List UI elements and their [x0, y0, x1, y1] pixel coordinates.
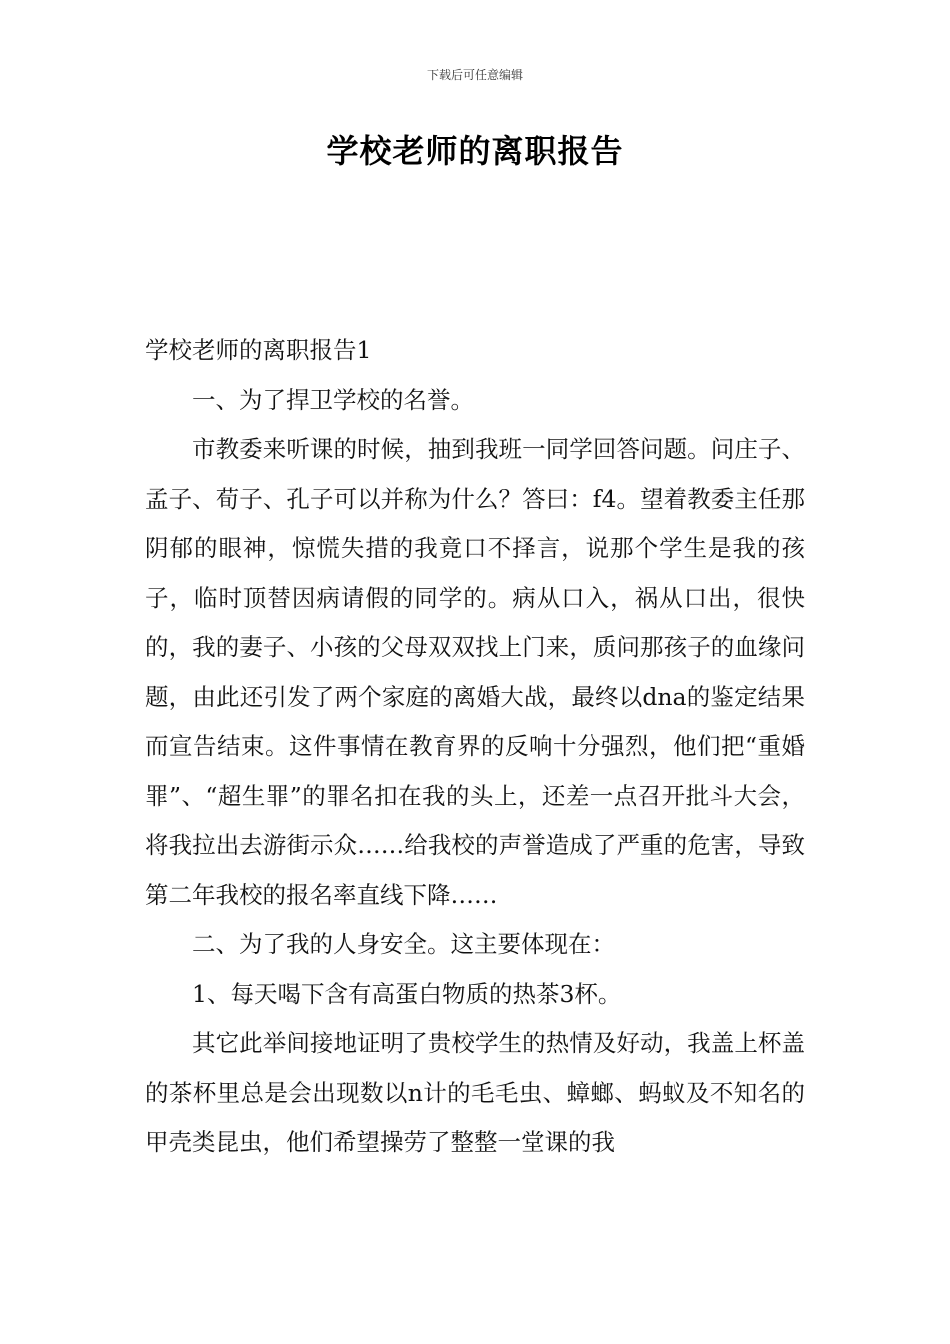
document-title: 学校老师的离职报告 [326, 132, 624, 170]
document-body [145, 326, 805, 1168]
header-note: 下载后可任意编辑 [426, 68, 523, 82]
paragraph: 市教委来听课的时候，抽到我班一同学回答问题。问庄子、孟子、荀子、孔子可以并称为什么？答曰：f4。望着教委主任那阴郁的眼神，惊慌失措的我竟口不择言，说那个学生是我的孩子，临时顶替因病请假的同学的。病从口入，祸从口出，很快的，我的妻子、小孩的父母双双找上门来，质问那孩子的血缘问题，由此还引发了两个家庭的离婚大战，最终以dna的鉴定结果而宣告结束。这件事情在教育界的反响十分强烈，他们把“重婚罪”、“超生罪”的罪名扣在我的头上，还差一点召开批斗大会，将我拉出去游街示众……给我校的声誉造成了严重的危害，导致第二年我校的报名率直线下降…… [145, 435, 805, 909]
paragraph: 其它此举间接地证明了贵校学生的热情及好动，我盖上杯盖的茶杯里总是会出现数以n计的毛毛虫、蟑螂、蚂蚁及不知名的甲壳类昆虫，他们希望操劳了整整一堂课的我 [145, 1029, 805, 1156]
paragraph: 二、为了我的人身安全。这主要体现在： [192, 930, 615, 958]
section-heading: 学校老师的离职报告1 [145, 336, 372, 364]
paragraph: 1、每天喝下含有高蛋白物质的热茶3杯。 [192, 979, 622, 1008]
paragraph: 一、为了捍卫学校的名誉。 [192, 385, 474, 414]
